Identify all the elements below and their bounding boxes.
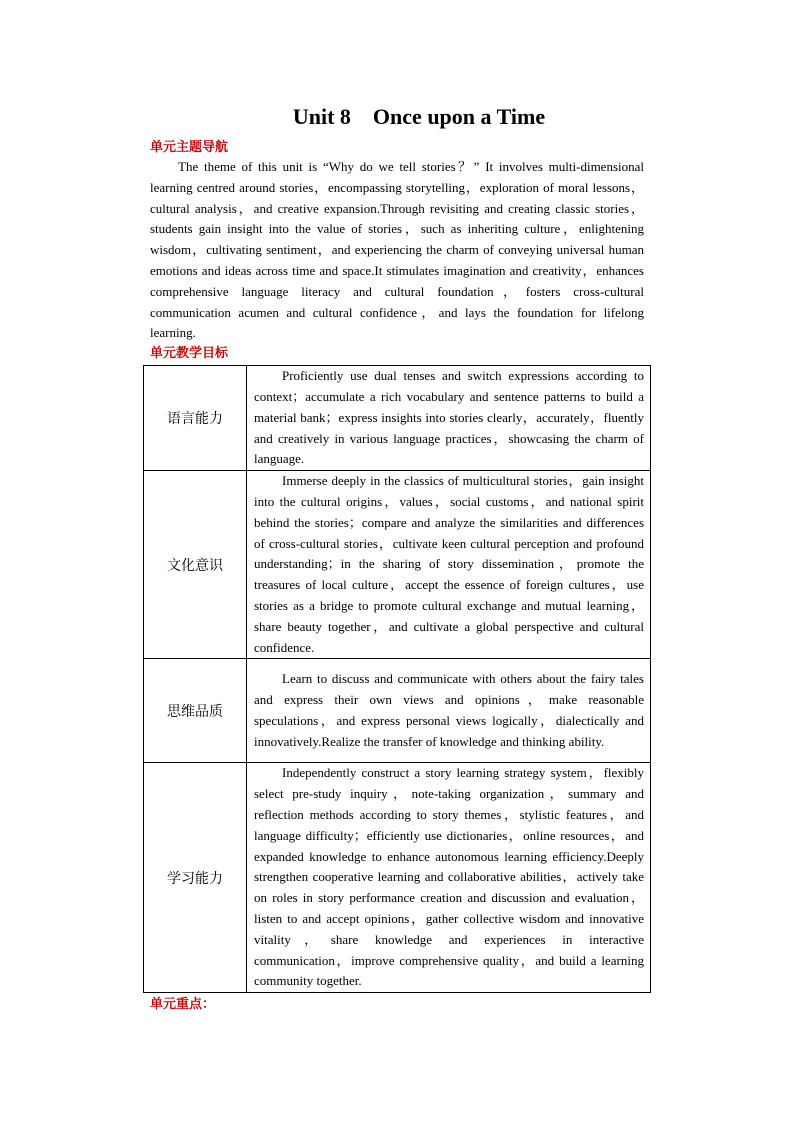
goal-description: Immerse deeply in the classics of multicultural stories，gain insight into the cultural origins，values，social customs，and national spirit behind the stories；compare and analyze the similarities and differences of cross-cultural stories，cultivate keen cultural perception and profound understanding；in the sharing of story dissemination，promote the treasures of local culture，accept the essence of foreign cultures，use stories as a bridge to promote cultural exchange and mutual learning，share beauty together，and cultivate a global perspective and cultural confidence. — [247, 471, 651, 659]
goals-heading: 单元教学目标 — [150, 346, 229, 362]
table-row — [144, 763, 651, 993]
goal-category: 思维品质 — [144, 659, 247, 763]
nav-heading: 单元主题导航 — [150, 140, 229, 155]
table-row — [144, 659, 651, 763]
document-page — [150, 100, 644, 1014]
goal-description: Proficiently use dual tenses and switch expressions according to context；accumulate a rich vocabulary and sentence patterns to build a material bank；express insights into stories clearly，accurately，fluently and creatively in various language practices，showcasing the charm of language. — [247, 366, 651, 471]
key-points-heading: 单元重点： — [150, 997, 216, 1013]
table-row — [144, 471, 651, 659]
goal-category: 文化意识 — [144, 471, 247, 659]
unit-title: Unit 8 Once upon a Time — [292, 104, 546, 129]
goal-description: Learn to discuss and communicate with others about the fairy tales and express their own views and opinions，make reasonable speculations，and express personal views logically，dialectically and innovatively.Realize the transfer of knowledge and thinking ability. — [247, 659, 651, 763]
goal-description: Independently construct a story learning strategy system，flexibly select pre-study inquiry，note-taking organization，summary and reflection methods according to story themes，stylistic features，and language difficulty；efficiently use dictionaries，online resources，and expanded knowledge to enhance autonomous learning efficiency.Deeply strengthen cooperative learning and collaborative abilities，actively take on roles in story performance creation and discussion and evaluation，listen to and accept opinions，gather collective wisdom and innovative vitality，share knowledge and experiences in interactive communication，improve comprehensive quality，and build a learning community together. — [247, 763, 651, 993]
intro-paragraph: The theme of this unit is “Why do we tell stories？” It involves multi-dimensional learning centred around stories，encompassing storytelling，exploration of moral lessons，cultural analysis，and creative expansion.Through revisiting and creating classic stories，students gain insight into the value of stories，such as inheriting culture，enlightening wisdom，cultivating sentiment，and experiencing the charm of conveying universal human emotions and ideas across time and space.It stimulates imagination and creativity，enhances comprehensive language literacy and cultural foundation，fosters cross-cultural communication acumen and cultural confidence，and lays the foundation for lifelong learning. — [150, 159, 644, 341]
goals-table — [143, 365, 651, 993]
table-row — [144, 366, 651, 471]
goal-category: 学习能力 — [144, 763, 247, 993]
goal-category: 语言能力 — [144, 366, 247, 471]
